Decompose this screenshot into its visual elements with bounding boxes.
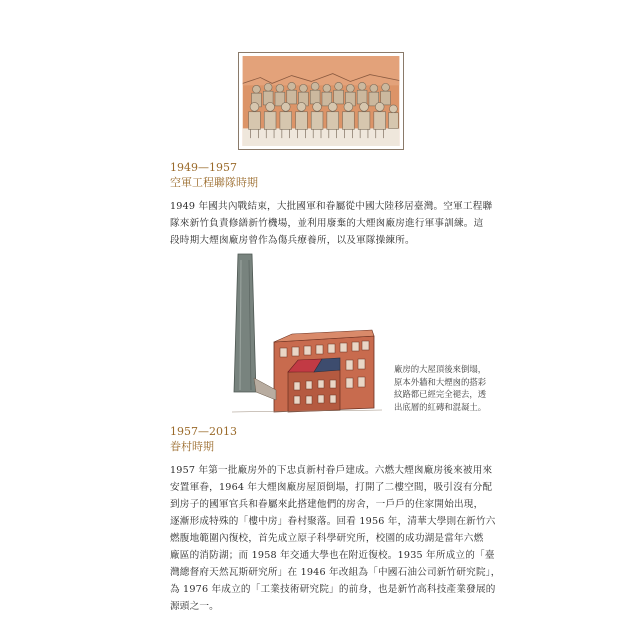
era-heading-1949-1957	[170, 160, 258, 190]
text-line: 安置軍眷，1964 年大煙囪廠房屋頂倒塌，打開了二樓空間，吸引沒有分配	[170, 482, 493, 493]
text-line: 1949 年國共內戰結束，大批國軍和眷屬從中國大陸移居臺灣。空軍工程聯	[170, 201, 493, 212]
soldiers-illustration	[242, 56, 400, 146]
caption-line: 紋路都已經完全褪去，透	[394, 389, 487, 399]
caption-line: 廠房的大屋頂後來倒塌，	[394, 364, 487, 374]
text-line: 灣總督府天然瓦斯研究所」在 1946 年改組為「中國石油公司新竹研究院」，	[170, 567, 501, 578]
era-title: 眷村時期	[170, 440, 214, 453]
text-line: 到房子的國軍官兵和眷屬來此搭建他們的房舍，一戶戶的住家開始出現，	[170, 499, 484, 510]
group-photo-illustration	[238, 52, 404, 150]
caption-line: 原本外牆和大煙囪的搭彩	[394, 376, 487, 387]
text-line: 燃腹地範圍內復校，首先成立原子科學研究所，校園的成功湖是當年六燃	[170, 533, 484, 544]
era-title: 空軍工程聯隊時期	[170, 176, 258, 189]
era-heading-1957-2013	[170, 424, 237, 454]
caption-line: 出底層的紅磚和混凝土。	[394, 401, 487, 412]
era-1-paragraph	[170, 198, 493, 249]
chimney-factory-illustration	[232, 250, 384, 420]
text-line: 隊來新竹負責修繕新竹機場，並利用廢棄的大煙囪廠房進行軍事訓練。這	[170, 218, 484, 229]
illustration-caption	[394, 363, 494, 413]
text-line: 廠區的消防湖；而 1958 年交通大學也在附近復校。1935 年所成立的「臺	[170, 550, 495, 561]
text-line: 逐漸形成特殊的「樓中房」眷村聚落。回看 1956 年，清華大學則在新竹六	[170, 516, 496, 527]
text-line: 為 1976 年成立的「工業技術研究院」的前身，也是新竹高科技產業發展的	[170, 584, 496, 595]
era-years: 1949—1957	[170, 161, 237, 174]
era-2-paragraph	[170, 462, 501, 615]
era-years: 1957—2013	[170, 425, 237, 438]
text-line: 源頭之一。	[170, 601, 219, 612]
text-line: 1957 年第一批廠房外的下忠貞新村眷戶建成。六燃大煙囪廠房後來被用來	[170, 465, 493, 476]
text-line: 段時期大煙囪廠房曾作為傷兵療養所，以及軍隊操練所。	[170, 235, 415, 246]
